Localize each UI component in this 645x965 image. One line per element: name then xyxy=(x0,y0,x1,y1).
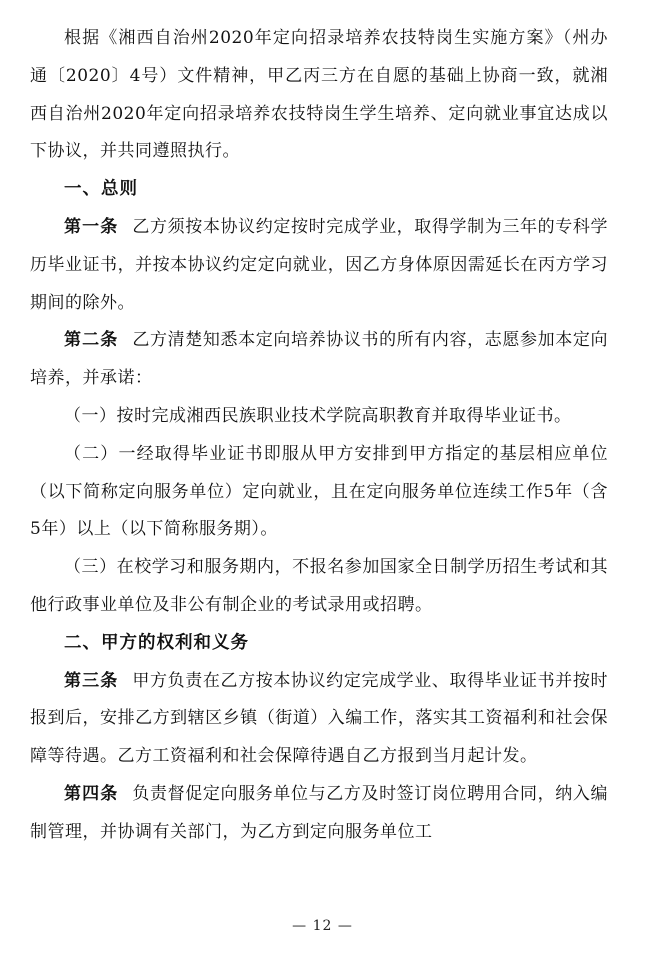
article-2-text: 乙方清楚知悉本定向培养协议书的所有内容，志愿参加本定向培养，并承诺： xyxy=(30,330,609,389)
intro-paragraph: 根据《湘西自治州2020年定向招录培养农技特岗生实施方案》（州办通〔2020〕4号）文件精神，甲乙丙三方在自愿的基础上协商一致，就湘西自治州2020年定向招录培养农技特岗生学生培养、定向就业事宜达成以下协议，并共同遵照执行。 xyxy=(30,28,608,162)
section-heading-party-a: 二、甲方的权利和义务 xyxy=(64,632,249,653)
document-body xyxy=(30,20,608,852)
article-4-text: 负责督促定向服务单位与乙方及时签订岗位聘用合同，纳入编制管理，并协调有关部门，为乙方到定向服务单位工 xyxy=(30,783,609,842)
article-4 xyxy=(30,776,608,852)
article-2-item-1: （一）按时完成湘西民族职业技术学院高职教育并取得毕业证书。 xyxy=(64,405,572,426)
article-2-item-2: （二）一经取得毕业证书即服从甲方安排到甲方指定的基层相应单位（以下简称定向服务单位）定向就业，且在定向服务单位连续工作5年（含5年）以上（以下简称服务期）。 xyxy=(30,443,608,540)
article-1 xyxy=(30,209,608,322)
article-3 xyxy=(30,663,608,776)
article-2-item-3: （三）在校学习和服务期内，不报名参加国家全日制学历招生考试和其他行政事业单位及非公有制企业的考试录用或招聘。 xyxy=(30,557,608,615)
article-4-label: 第四条 xyxy=(64,783,119,804)
section-heading-general: 一、总则 xyxy=(64,179,138,200)
article-2-label: 第二条 xyxy=(64,330,119,351)
page-number: — 12 — xyxy=(292,918,353,934)
article-3-text: 甲方负责在乙方按本协议约定完成学业、取得毕业证书并按时报到后，安排乙方到辖区乡镇（街道）入编工作，落实其工资福利和社会保障等待遇。乙方工资福利和社会保障待遇自乙方报到当月起计发。 xyxy=(30,670,609,767)
article-3-label: 第三条 xyxy=(64,670,119,691)
article-1-text: 乙方须按本协议约定按时完成学业，取得学制为三年的专科学历毕业证书，并按本协议约定定向就业，因乙方身体原因需延长在丙方学习期间的除外。 xyxy=(30,216,609,313)
article-1-label: 第一条 xyxy=(64,216,119,237)
article-2 xyxy=(30,322,608,398)
